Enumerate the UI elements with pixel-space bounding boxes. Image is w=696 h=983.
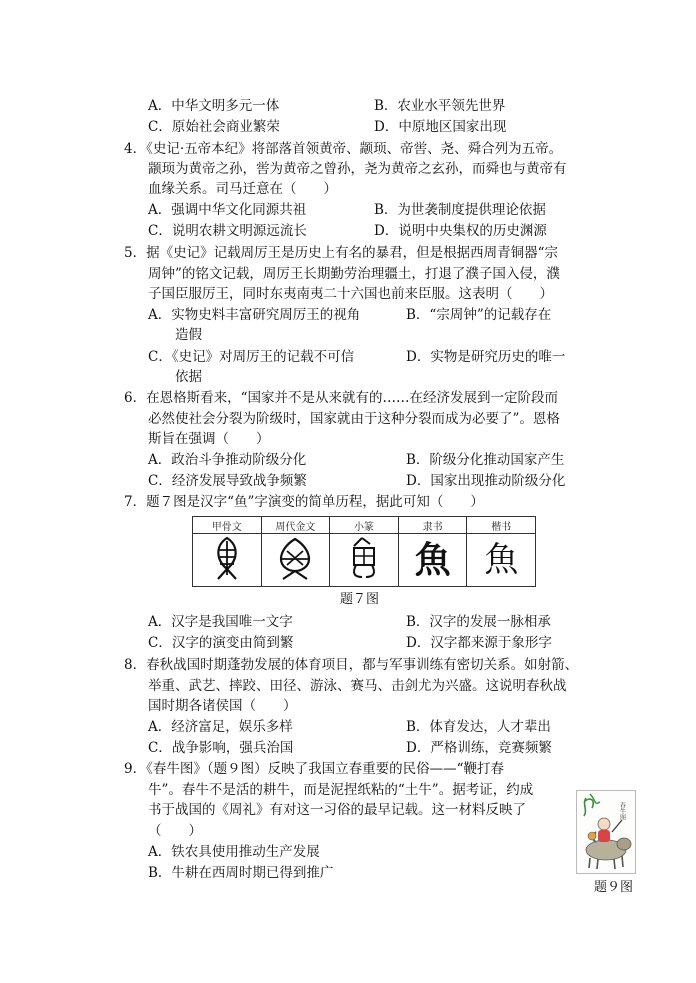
q5-option-c: C．《史记》对周厉王的记载不可信 <box>148 349 355 365</box>
q6-option-a: A．政治斗争推动阶级分化 <box>148 452 307 468</box>
regular-fish-glyph: 魚 <box>467 534 536 587</box>
q8-option-d: D．严格训练，竞赛频繁 <box>406 740 552 756</box>
q9-stem-line-1: 9．《春牛图》（题９图）反映了我国立春重要的民俗——“鞭打春 <box>124 761 504 777</box>
q8-option-b: B．体育发达，人才辈出 <box>406 719 551 735</box>
small-seal-fish-glyph <box>330 534 399 587</box>
q4-option-b: B．为世袭制度提供理论依据 <box>374 202 546 218</box>
bronze-fish-glyph <box>261 534 330 587</box>
clerical-fish-glyph: 魚 <box>398 534 467 587</box>
q5-option-b: B．“宗周钟”的记载存在 <box>406 307 552 323</box>
q5-option-d-continued: 依据 <box>148 369 202 385</box>
figure-9-caption: 题９图 <box>594 880 634 895</box>
oracle-bone-fish-glyph <box>193 534 262 587</box>
q7-option-c: C．汉字的演变由简到繁 <box>148 635 294 651</box>
header-bronze: 周代金文 <box>261 517 330 534</box>
q4-stem-line-3: 血缘关系。司马迁意在（ ） <box>148 181 337 197</box>
q5-stem-line-2: 周钟”的铭文记载，周厉王长期勤劳治理疆土，打退了濮子国入侵，濮 <box>148 266 560 282</box>
q4-option-c: C．说明农耕文明源远流长 <box>148 223 307 239</box>
q9-option-a: A．铁农具使用推动生产发展 <box>148 844 320 860</box>
q5-stem-line-1: 5．据《史记》记载周厉王是历史上有名的暴君，但是根据西周青铜器“宗 <box>124 245 558 261</box>
q9-option-b: B．牛耕在西周时期已得到推广 <box>148 865 334 881</box>
q3-option-d: D．中原地区国家出现 <box>374 119 507 135</box>
q6-option-b: B．阶级分化推动国家产生 <box>406 452 565 468</box>
q9-stem-line-3: 书于战国的《周礼》有对这一习俗的最早记载。这一材料反映了 <box>148 802 526 818</box>
q8-stem-line-3: 国时期各诸侯国（ ） <box>148 698 297 714</box>
header-small-seal: 小篆 <box>330 517 399 534</box>
q5-option-d: D．实物是研究历史的唯一 <box>406 349 566 365</box>
q3-option-c: C．原始社会商业繁荣 <box>148 119 280 135</box>
q5-stem-line-3: 子国臣服厉王，同时东夷南夷二十六国也前来臣服。这表明（ ） <box>148 286 553 302</box>
q5-option-b-continued: 造假 <box>148 327 202 343</box>
q6-option-d: D．国家出现推动阶级分化 <box>406 473 566 489</box>
q7-stem: 7．题７图是汉字“鱼”字演变的简单历程，据此可知（ ） <box>124 494 484 510</box>
svg-text:春牛图: 春牛图 <box>618 802 626 820</box>
q9-stem-line-4: （ ） <box>148 823 202 839</box>
q6-stem-line-1: 6．在恩格斯看来，“国家并不是从来就有的……在经济发展到一定阶段而 <box>124 390 558 406</box>
q6-stem-line-2: 必然使社会分裂为阶级时，国家就由于这种分裂而成为必要了”。恩格 <box>148 411 560 427</box>
q8-option-a: A．经济富足，娱乐多样 <box>148 719 293 735</box>
q5-option-a: A．实物史料丰富研究周厉王的视角 <box>148 307 361 323</box>
q4-stem-line-2: 颛顼为黄帝之孙，喾为黄帝之曾孙，尧为黄帝之玄孙，而舜也与黄帝有 <box>148 161 567 177</box>
q8-option-c: C．战争影响，强兵治国 <box>148 740 294 756</box>
q7-option-b: B．汉字的发展一脉相承 <box>406 614 551 630</box>
header-oracle-bone: 甲骨文 <box>193 517 262 534</box>
q4-option-a: A．强调中华文化同源共祖 <box>148 202 307 218</box>
q8-stem-line-1: 8．春秋战国时期蓬勃发展的体育项目，都与军事训练有密切关系。如射箭、 <box>124 657 579 673</box>
q9-stem-line-2: 牛”。春牛不是活的耕牛，而是泥捏纸粘的“土牛”。据考证，约成 <box>148 782 534 798</box>
q7-option-a: A．汉字是我国唯一文字 <box>148 614 293 630</box>
header-clerical: 隶书 <box>398 517 467 534</box>
q3-option-a: A．中华文明多元一体 <box>148 98 280 114</box>
spring-ox-illustration <box>576 790 636 874</box>
figure-7-caption: 题７图 <box>340 592 380 607</box>
q4-option-d: D．说明中央集权的历史渊源 <box>374 223 547 239</box>
q8-stem-line-2: 举重、武艺、摔跤、田径、游泳、赛马、击剑尤为兴盛。这说明春秋战 <box>148 678 567 694</box>
q6-stem-line-3: 斯旨在强调（ ） <box>148 431 270 447</box>
header-regular: 楷书 <box>467 517 536 534</box>
fish-character-evolution-table <box>192 516 536 587</box>
q4-stem-line-1: 4．《史记·五帝本纪》将部落首领黄帝、颛顼、帝喾、尧、舜合列为五帝。 <box>124 141 563 157</box>
q3-option-b: B．农业水平领先世界 <box>374 98 506 114</box>
q7-option-d: D．汉字都来源于象形字 <box>406 635 552 651</box>
q6-option-c: C．经济发展导致战争频繁 <box>148 473 307 489</box>
